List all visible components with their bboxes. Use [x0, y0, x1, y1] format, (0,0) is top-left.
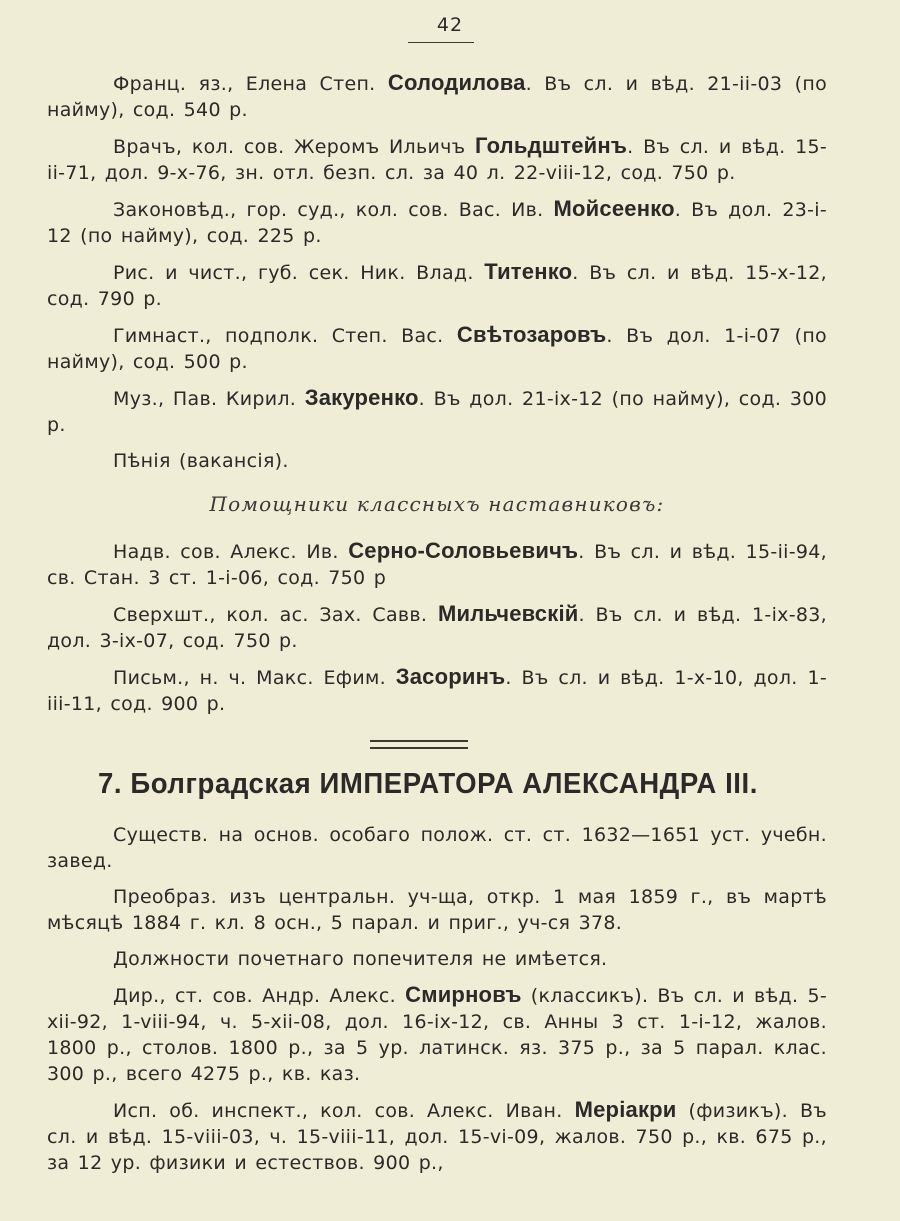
list-item: Дир., ст. сов. Андр. Алекс. Смирновъ (классикъ). Въ сл. и вѣд. 5-xii-92, 1-viii-94, ч. 5-xii-08, дол. 16-ix-12, св. Анны 3 ст. 1-i-12, жалов. 1800 р., столов. 1800 р., за 5 ур. латинск. яз. 375 р., за 5 парал. клас. 300 р., всего 4275 р., кв. каз.	[47, 982, 827, 1085]
section-divider	[370, 740, 468, 749]
list-item: Существ. на основ. особаго полож. ст. ст. 1632—1651 уст. учебн. завед.	[47, 824, 827, 872]
person-name: Мойсеенко	[553, 196, 675, 221]
list-item: Письм., н. ч. Макс. Ефим. Засоринъ. Въ сл. и вѣд. 1-x-10, дол. 1-iii-11, сод. 900 р.	[47, 664, 827, 715]
list-item: Надв. сов. Алекс. Ив. Серно-Соловьевичъ. Въ сл. и вѣд. 15-ii-94, св. Стан. 3 ст. 1-i-06, сод. 750 р	[47, 538, 827, 589]
list-item: Врачъ, кол. сов. Жеромъ Ильичъ Гольдштейнъ. Въ сл. и вѣд. 15-ii-71, дол. 9-x-76, зн. отл. безп. сл. за 40 л. 22-viii-12, сод. 750 р.	[47, 133, 828, 184]
list-item: Сверхшт., кол. ас. Зах. Савв. Мильчевскій. Въ сл. и вѣд. 1-ix-83, дол. 3-ix-07, сод. 750 р.	[47, 601, 827, 652]
list-item: Законовѣд., гор. суд., кол. сов. Вас. Ив. Мойсеенко. Въ дол. 23-i-12 (по найму), сод. 225 р.	[47, 196, 827, 247]
person-name: Смирновъ	[405, 982, 522, 1007]
person-name: Мильчевскій	[438, 601, 579, 626]
list-item: Пѣнія (вакансія).	[113, 450, 289, 472]
list-item: Преобраз. изъ центральн. уч-ща, откр. 1 мая 1859 г., въ мартѣ мѣсяцѣ 1884 г. кл. 8 осн., 5 парал. и приг., уч-ся 378.	[47, 886, 827, 934]
person-name: Солодилова	[387, 70, 526, 95]
list-item: Должности почетнаго попечителя не имѣется.	[113, 948, 608, 970]
list-item: Гимнаст., подполк. Степ. Вас. Свѣтозаровъ. Въ дол. 1-i-07 (по найму), сод. 500 р.	[47, 322, 827, 373]
section-heading: Помощники классныхъ наставниковъ:	[209, 492, 665, 516]
person-name: Свѣтозаровъ	[456, 322, 607, 347]
list-item: Исп. об. инспект., кол. сов. Алекс. Иван. Меріакри (физикъ). Въ сл. и вѣд. 15-viii-03, ч. 15-viii-11, дол. 15-vi-09, жалов. 750 р., кв. 675 р., за 12 ур. физики и естествов. 900 р.,	[47, 1097, 828, 1174]
person-name: Меріакри	[574, 1097, 677, 1122]
page-number-rule	[408, 42, 474, 43]
person-name: Титенко	[484, 259, 573, 284]
page-number: 42	[436, 14, 464, 36]
list-item: Рис. и чист., губ. сек. Ник. Влад. Титенко. Въ сл. и вѣд. 15-x-12, сод. 790 р.	[47, 259, 827, 310]
list-item: Франц. яз., Елена Степ. Солодилова. Въ сл. и вѣд. 21-ii-03 (по найму), сод. 540 р.	[47, 70, 827, 121]
person-name: Гольдштейнъ	[475, 133, 628, 158]
person-name: Засоринъ	[395, 664, 506, 689]
chapter-title: 7. Болградская ИМПЕРАТОРА АЛЕКСАНДРА III.	[98, 768, 758, 800]
school-description	[47, 822, 827, 1186]
staff-list	[47, 70, 827, 727]
list-item: Муз., Пав. Кирил. Закуренко. Въ дол. 21-ix-12 (по найму), сод. 300 р.	[47, 385, 827, 436]
person-name: Серно-Соловьевичъ	[348, 538, 579, 563]
person-name: Закуренко	[304, 385, 419, 410]
